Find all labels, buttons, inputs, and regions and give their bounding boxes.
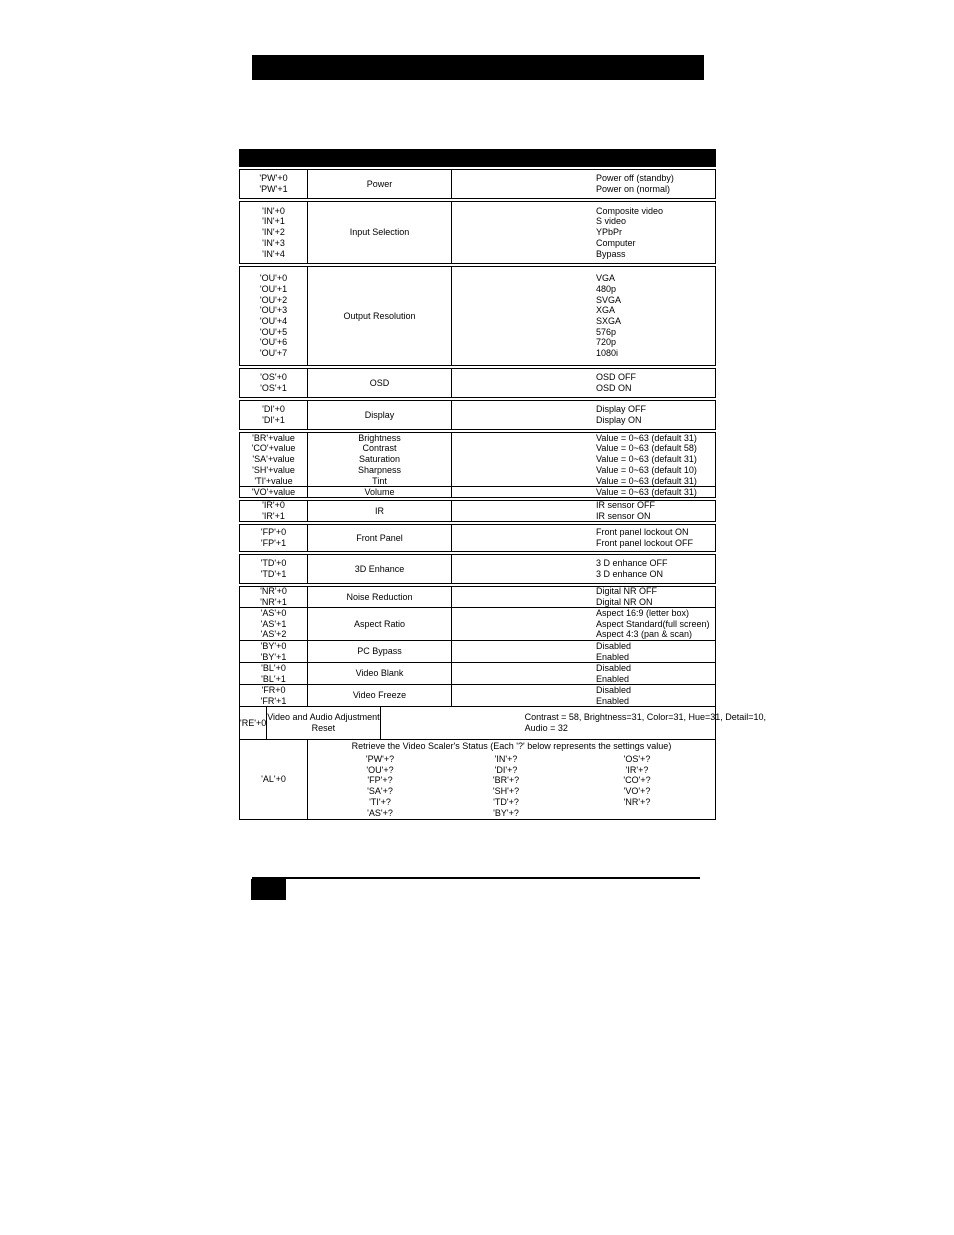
command-code: 'FP'+0 [260,527,287,538]
function-name-cell [308,267,452,365]
command-code-cell [240,555,308,583]
function-name: Input Selection [349,227,410,238]
function-description: Composite video [596,205,664,216]
function-description: Value = 0~63 (default 31) [596,454,697,465]
command-code: 'OU'+7 [259,348,288,359]
function-name: Volume [364,486,395,497]
function-description: IR sensor ON [596,511,651,521]
function-description: Digital NR ON [596,597,653,607]
function-description: OSD OFF [596,372,636,383]
function-description: Power off (standby) [596,173,674,184]
function-description-cell [452,641,715,662]
command-code-cell [240,433,308,486]
function-name-cell [308,608,452,640]
function-description-cell [452,685,715,706]
function-name: 3D Enhance [354,563,405,574]
function-description: VGA [596,273,616,284]
function-description: Contrast = 58, Brightness=31, Color=31, Hue=31, Detail=10, [524,712,767,723]
function-description: 1080i [596,348,619,359]
status-query-code: 'SH'+? [492,786,520,797]
command-code: 'IN'+2 [262,227,285,238]
command-code-cell [240,685,308,706]
function-name-cell [308,170,452,198]
table-row [239,400,716,430]
function-description-cell [452,587,715,607]
command-code: 'BL'+1 [261,673,286,684]
function-description: 3 D enhance ON [596,569,664,579]
table-row [239,685,716,707]
function-name: Contrast [362,443,397,454]
status-query-code: 'BR'+? [492,775,520,786]
function-description: Aspect 4:3 (pan & scan) [596,629,693,640]
function-description-cell [452,663,715,684]
function-description-cell [452,487,715,497]
function-description: YPbPr [596,227,623,238]
command-code: 'BL'+0 [261,662,286,673]
function-name-cell [308,433,452,486]
command-code: 'OU'+4 [259,316,288,326]
command-code-cell [240,170,308,198]
status-query-code: 'SA'+? [367,786,393,797]
function-description-cell [452,202,715,263]
function-description-cell [452,555,715,583]
command-code: 'AS'+2 [260,629,287,640]
table-row [239,554,716,584]
command-code: 'TD'+0 [260,558,287,569]
status-query-code: 'DI'+? [494,764,518,775]
command-code-cell [240,501,308,521]
command-code: 'VO'+value [251,486,296,497]
command-code-cell [240,487,308,497]
status-query-code: 'FP'+? [367,775,393,786]
status-query-column [559,754,715,819]
command-code: 'AL'+0 [261,774,286,785]
command-code: 'FP'+1 [260,538,287,548]
function-description: Disabled [596,640,632,651]
function-name-cell [308,487,452,497]
command-code: 'OS'+1 [260,383,287,393]
command-code: 'NR'+1 [260,597,287,607]
status-query-code: 'IN'+? [494,754,518,764]
footer-rule [252,877,700,879]
command-code: 'FR'+1 [260,695,287,706]
function-name: Noise Reduction [346,591,413,602]
command-code: 'OS'+0 [260,372,287,383]
status-query-title: Retrieve the Video Scaler's Status (Each '?' below represents the settings value) [351,741,672,751]
function-description: Disabled [596,662,632,673]
table-row [239,487,716,498]
function-name: Video and Audio Adjustment [267,712,380,723]
command-code: 'IN'+3 [262,237,285,248]
command-code: 'TD'+1 [260,569,287,579]
function-name-cell [308,401,452,429]
function-description: Digital NR OFF [596,586,658,597]
function-description: Bypass [596,248,626,259]
function-description: Value = 0~63 (default 58) [596,443,697,454]
function-description: Value = 0~63 (default 31) [596,475,697,486]
command-code-cell [240,641,308,662]
table-row [239,524,716,552]
page-number-block [251,879,286,900]
function-description: 3 D enhance OFF [596,558,668,569]
function-description-cell [452,369,715,397]
command-code-cell [240,267,308,365]
function-description: Value = 0~63 (default 31) [596,432,697,443]
status-query-code: 'OU'+? [366,764,394,775]
function-description: Value = 0~63 (default 31) [596,486,697,497]
function-description: SVGA [596,294,622,305]
function-description: Aspect 16:9 (letter box) [596,607,690,618]
function-description: Display ON [596,415,642,425]
function-description: 480p [596,283,617,294]
command-code: 'IN'+1 [262,216,285,227]
table-row [239,641,716,663]
status-query-code: 'CO'+? [623,775,651,786]
command-code: 'IR'+0 [262,500,285,511]
function-name: Power [366,178,393,189]
function-description-cell [452,267,715,365]
status-query-code: 'TD'+? [493,796,519,807]
function-name-cell [267,707,380,739]
command-code: 'OU'+6 [259,337,288,348]
command-table [239,149,767,820]
command-code-cell [240,525,308,551]
table-row [239,368,716,398]
function-description: 720p [596,337,617,348]
function-description: Front panel lockout ON [596,527,689,538]
status-query-code: 'BY'+? [493,807,519,818]
function-description: Aspect Standard(full screen) [596,618,710,629]
command-code: 'AS'+1 [260,618,287,629]
function-name-cell [308,525,452,551]
function-description: Front panel lockout OFF [596,538,694,548]
function-description: Computer [596,237,636,248]
function-name-cell [308,369,452,397]
status-query-code: 'VO'+? [623,786,651,797]
command-code-cell [240,587,308,607]
function-description-cell [452,401,715,429]
function-description: XGA [596,305,616,316]
command-code: 'IR'+1 [262,511,285,521]
command-code-cell [240,707,267,739]
function-name: PC Bypass [357,646,402,657]
function-name: Video Blank [355,668,404,679]
command-code: 'RE'+0 [240,717,267,728]
function-description: Enabled [596,651,630,662]
table-row [239,201,716,264]
function-description: Power on (normal) [596,184,671,194]
command-code: 'OU'+3 [259,305,288,316]
function-name-cell [308,555,452,583]
function-name-cell [308,685,452,706]
command-code: 'NR'+0 [260,586,287,597]
function-name-cell [308,587,452,607]
function-name: Reset [311,723,336,733]
status-query-code: 'PW'+? [365,754,395,764]
status-query-column [452,754,559,819]
table-row [239,586,716,608]
command-code: 'IN'+0 [262,205,285,216]
function-description: Disabled [596,684,632,695]
function-name: Video Freeze [352,690,407,701]
command-code-cell [240,663,308,684]
table-row [239,707,767,740]
function-description: Enabled [596,695,630,706]
function-name-cell [308,641,452,662]
function-name: Aspect Ratio [353,618,406,629]
command-code: 'OU'+5 [259,326,288,337]
command-code: 'TI'+value [254,475,293,486]
status-query-cell [308,740,715,819]
function-name: IR [375,505,384,516]
command-code: 'DI'+1 [262,415,285,425]
command-code-cell [240,401,308,429]
status-query-code: 'TI'+? [369,796,391,807]
table-row [239,663,716,685]
table-row [239,608,716,641]
status-row [239,740,716,820]
status-query-code: 'IR'+? [625,764,649,775]
command-code: 'BR'+value [252,432,295,443]
function-description: SXGA [596,316,622,326]
command-code: 'OU'+1 [259,283,288,294]
function-name-cell [308,501,452,521]
command-code-cell [240,369,308,397]
function-name: OSD [369,377,390,388]
status-query-code: 'NR'+? [623,796,651,807]
command-code-cell [240,740,308,819]
function-name: Sharpness [357,464,402,475]
table-row [239,432,716,487]
function-name: Saturation [358,454,401,465]
command-code: 'BY'+0 [260,640,287,651]
command-code: 'SA'+value [252,454,295,465]
command-code: 'DI'+0 [262,404,285,415]
function-description: OSD ON [596,383,632,393]
command-code: 'OU'+2 [259,294,288,305]
function-description-cell [452,608,715,640]
function-description-cell [452,170,715,198]
function-description: Audio = 32 [524,723,568,733]
function-name-cell [308,202,452,263]
function-name-cell [308,663,452,684]
command-code: 'IN'+4 [262,248,285,259]
status-query-code: 'OS'+? [623,754,651,764]
table-row [239,169,716,199]
function-description-cell [452,525,715,551]
function-description-cell [381,707,766,739]
function-name: Display [364,409,395,420]
status-query-column [308,754,452,819]
function-description-cell [452,433,715,486]
table-row [239,500,716,522]
command-code: 'AS'+0 [260,607,287,618]
header-bar [252,55,704,80]
command-code: 'SH'+value [252,464,295,475]
function-name: Brightness [358,432,401,443]
table-header [239,149,716,167]
status-query-code: 'AS'+? [367,807,393,818]
command-code: 'BY'+1 [260,651,287,662]
function-name: Output Resolution [343,310,416,321]
table-row [239,266,716,366]
command-code: 'PW'+1 [259,184,288,194]
command-code: 'OU'+0 [259,273,288,284]
function-name: Front Panel [356,532,403,543]
command-code: 'FR+0 [261,684,286,695]
command-code: 'CO'+value [251,443,296,454]
function-description: Display OFF [596,404,647,415]
function-description: IR sensor OFF [596,500,656,511]
command-code-cell [240,202,308,263]
function-description: Value = 0~63 (default 10) [596,464,697,475]
function-description: S video [596,216,627,227]
function-description: Enabled [596,673,630,684]
function-name: Tint [372,475,387,486]
command-code: 'PW'+0 [259,173,288,184]
command-code-cell [240,608,308,640]
function-description-cell [452,501,715,521]
function-description: 576p [596,326,617,337]
